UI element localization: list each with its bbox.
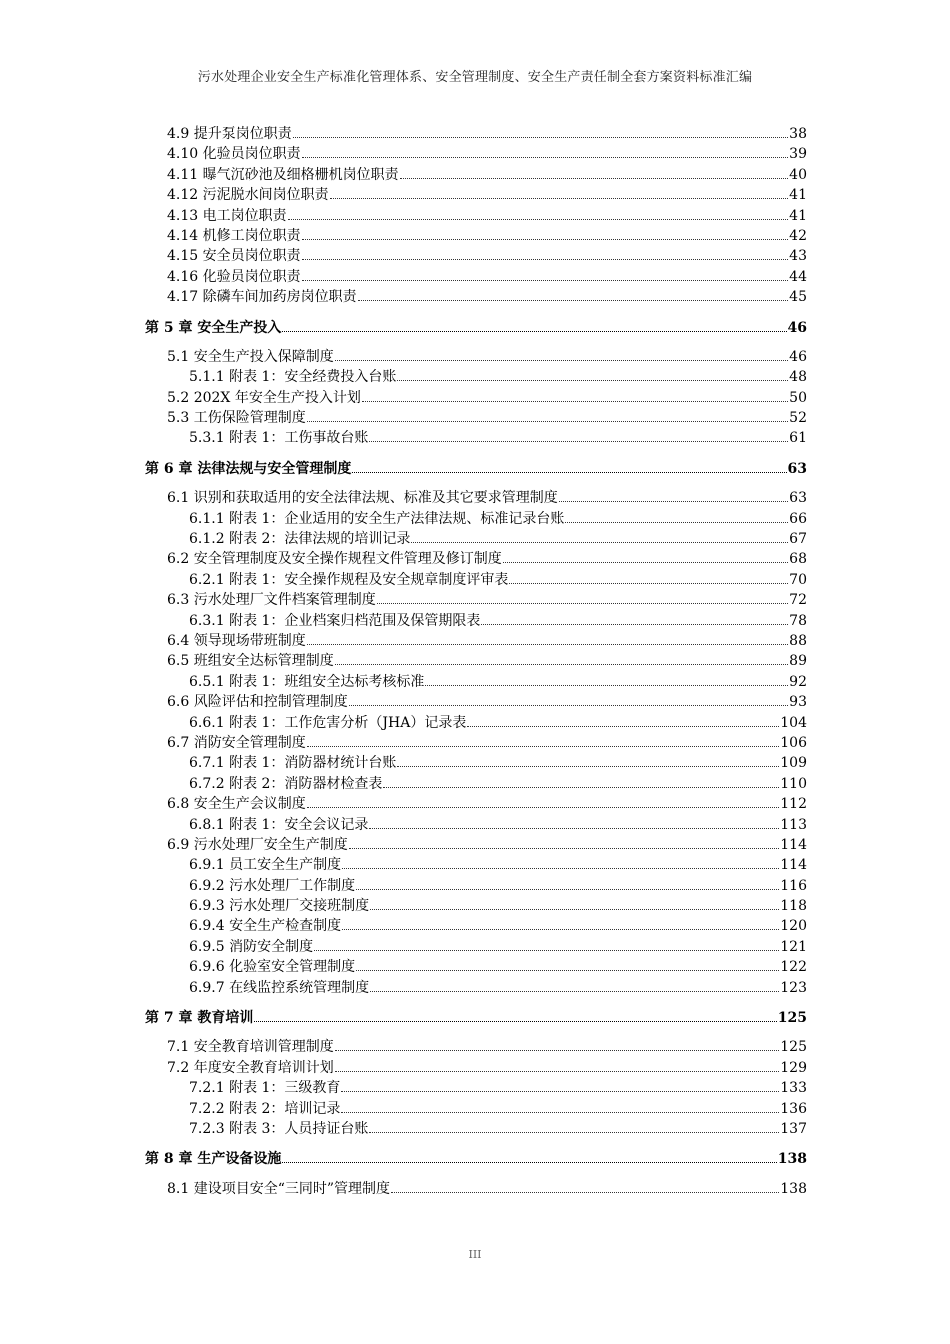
toc-leader-dots <box>302 226 789 240</box>
toc-entry[interactable] <box>145 896 807 916</box>
toc-leader-dots <box>335 1058 780 1072</box>
toc-chapter-entry[interactable] <box>145 318 807 338</box>
toc-entry-title: 8.1 建设项目安全“三同时”管理制度 <box>167 1180 391 1197</box>
toc-entry-page: 52 <box>789 410 807 427</box>
toc-leader-dots <box>362 388 788 402</box>
toc-leader-dots <box>293 124 788 138</box>
toc-entry[interactable] <box>145 347 807 367</box>
toc-entry[interactable] <box>145 206 807 226</box>
toc-leader-dots <box>358 287 789 301</box>
toc-entry-title: 5.3 工伤保险管理制度 <box>167 410 306 427</box>
toc-entry-title: 6.1.1 附表 1：企业适用的安全生产法律法规、标准记录台账 <box>189 510 565 527</box>
toc-leader-dots <box>377 590 788 604</box>
toc-entry[interactable] <box>145 488 807 508</box>
toc-entry[interactable] <box>145 549 807 569</box>
toc-entry[interactable] <box>145 672 807 692</box>
toc-entry-page: 136 <box>780 1100 807 1117</box>
toc-entry[interactable] <box>145 1119 807 1139</box>
toc-leader-dots <box>349 692 788 706</box>
toc-entry-title: 7.2.3 附表 3：人员持证台账 <box>189 1120 369 1137</box>
toc-entry-title: 第 6 章 法律法规与安全管理制度 <box>145 460 352 477</box>
toc-entry-title: 4.10 化验员岗位职责 <box>167 146 301 163</box>
toc-entry-title: 6.9.5 消防安全制度 <box>189 938 314 955</box>
page-number: III <box>468 1248 482 1261</box>
toc-entry[interactable] <box>145 509 807 529</box>
toc-leader-dots <box>481 611 788 625</box>
toc-leader-dots <box>352 459 786 473</box>
toc-entry-page: 92 <box>789 673 807 690</box>
toc-leader-dots <box>467 713 779 727</box>
toc-leader-dots <box>288 206 789 220</box>
toc-leader-dots <box>356 957 779 971</box>
toc-entry-title: 6.5 班组安全达标管理制度 <box>167 653 334 670</box>
toc-entry-title: 7.2.2 附表 2：培训记录 <box>189 1100 341 1117</box>
toc-entry[interactable] <box>145 713 807 733</box>
toc-entry-page: 43 <box>789 248 807 265</box>
toc-leader-dots <box>341 1099 779 1113</box>
toc-entry[interactable] <box>145 774 807 794</box>
toc-entry[interactable] <box>145 631 807 651</box>
toc-leader-dots <box>400 165 789 179</box>
toc-entry-page: 137 <box>780 1120 807 1137</box>
toc-entry[interactable] <box>145 124 807 144</box>
toc-entry-page: 112 <box>780 796 807 813</box>
toc-entry[interactable] <box>145 794 807 814</box>
toc-entry[interactable] <box>145 876 807 896</box>
page-header: 污水处理企业安全生产标准化管理体系、安全管理制度、安全生产责任制全套方案资料标准汇编 <box>197 70 753 85</box>
toc-entry[interactable] <box>145 408 807 428</box>
toc-entry-page: 66 <box>789 510 807 527</box>
toc-entry-page: 109 <box>780 755 807 772</box>
toc-entry-title: 5.1.1 附表 1：安全经费投入台账 <box>189 369 397 386</box>
toc-entry[interactable] <box>145 226 807 246</box>
toc-leader-dots <box>302 246 789 260</box>
toc-entry-page: 89 <box>789 653 807 670</box>
toc-entry[interactable] <box>145 529 807 549</box>
toc-entry-page: 123 <box>780 979 807 996</box>
toc-entry-title: 第 7 章 教育培训 <box>145 1010 254 1027</box>
toc-leader-dots <box>411 529 788 543</box>
toc-leader-dots <box>369 1119 779 1133</box>
toc-entry-page: 38 <box>789 126 807 142</box>
toc-leader-dots <box>383 774 779 788</box>
toc-entry-page: 114 <box>780 836 807 853</box>
toc-leader-dots <box>565 509 788 523</box>
toc-chapter-entry[interactable] <box>145 459 807 479</box>
toc-entry[interactable] <box>145 1058 807 1078</box>
toc-entry-title: 4.14 机修工岗位职责 <box>167 227 301 244</box>
toc-entry-title: 5.3.1 附表 1：工伤事故台账 <box>189 430 369 447</box>
toc-entry-title: 5.1 安全生产投入保障制度 <box>167 348 334 365</box>
toc-leader-dots <box>503 549 788 563</box>
toc-entry[interactable] <box>145 916 807 936</box>
toc-entry-page: 45 <box>789 289 807 306</box>
toc-entry-title: 4.16 化验员岗位职责 <box>167 268 301 285</box>
toc-entry-page: 63 <box>789 490 807 507</box>
toc-entry-title: 6.5.1 附表 1：班组安全达标考核标准 <box>189 673 425 690</box>
toc-entry-page: 138 <box>777 1151 807 1168</box>
toc-entry-title: 4.15 安全员岗位职责 <box>167 248 301 265</box>
toc-entry[interactable] <box>145 835 807 855</box>
toc-entry[interactable] <box>145 651 807 671</box>
toc-leader-dots <box>342 916 779 930</box>
toc-entry-title: 6.6 风险评估和控制管理制度 <box>167 694 348 711</box>
toc-entry-title: 6.9.2 污水处理厂工作制度 <box>189 877 356 894</box>
toc-entry-title: 6.9.3 污水处理厂交接班制度 <box>189 898 370 915</box>
toc-entry-page: 125 <box>780 1039 807 1056</box>
toc-entry-title: 6.1.2 附表 2：法律法规的培训记录 <box>189 531 411 548</box>
toc-leader-dots <box>509 570 788 584</box>
toc-chapter-entry[interactable] <box>145 1008 807 1028</box>
toc-entry-page: 68 <box>789 551 807 568</box>
toc-entry-page: 121 <box>780 938 807 955</box>
toc-entry-page: 39 <box>789 146 807 163</box>
toc-entry-page: 104 <box>780 714 807 731</box>
toc-entry-page: 129 <box>780 1059 807 1076</box>
toc-entry-title: 5.2 202X 年安全生产投入计划 <box>167 389 361 406</box>
toc-entry[interactable] <box>145 428 807 448</box>
toc-leader-dots <box>314 937 779 951</box>
toc-entry-title: 6.6.1 附表 1：工作危害分析（JHA）记录表 <box>189 714 467 731</box>
toc-entry-page: 113 <box>780 816 807 833</box>
toc-leader-dots <box>559 488 788 502</box>
toc-entry-page: 125 <box>777 1010 807 1027</box>
toc-entry[interactable] <box>145 267 807 287</box>
toc-leader-dots <box>282 318 786 332</box>
toc-entry[interactable] <box>145 165 807 185</box>
toc-entry-title: 6.9.4 安全生产检查制度 <box>189 918 342 935</box>
toc-entry[interactable] <box>145 287 807 307</box>
toc-leader-dots <box>302 267 789 281</box>
toc-entry-page: 116 <box>780 877 807 894</box>
toc-entry-title: 4.12 污泥脱水间岗位职责 <box>167 187 329 204</box>
toc-leader-dots <box>282 1149 776 1163</box>
toc-entry-page: 133 <box>780 1080 807 1097</box>
toc-entry-title: 7.1 安全教育培训管理制度 <box>167 1039 334 1056</box>
toc-entry-title: 6.3.1 附表 1：企业档案归档范围及保管期限表 <box>189 612 481 629</box>
toc-leader-dots <box>307 408 788 422</box>
toc-entry-page: 42 <box>789 227 807 244</box>
toc-entry[interactable] <box>145 815 807 835</box>
toc-leader-dots <box>307 631 788 645</box>
toc-entry-page: 78 <box>789 612 807 629</box>
toc-entry-title: 4.13 电工岗位职责 <box>167 207 287 224</box>
toc-entry[interactable] <box>145 1078 807 1098</box>
toc-leader-dots <box>302 144 789 158</box>
toc-entry-title: 6.4 领导现场带班制度 <box>167 632 306 649</box>
toc-leader-dots <box>335 651 788 665</box>
toc-entry-title: 6.9.6 化验室安全管理制度 <box>189 959 356 976</box>
toc-entry-title: 6.1 识别和获取适用的安全法律法规、标准及其它要求管理制度 <box>167 490 558 507</box>
toc-entry[interactable] <box>145 246 807 266</box>
toc-entry-page: 122 <box>780 959 807 976</box>
toc-leader-dots <box>307 794 780 808</box>
toc-leader-dots <box>370 896 779 910</box>
toc-leader-dots <box>342 855 779 869</box>
toc-leader-dots <box>369 815 779 829</box>
toc-entry[interactable] <box>145 367 807 387</box>
toc-entry-page: 110 <box>780 775 807 792</box>
toc-entry-page: 41 <box>789 207 807 224</box>
toc-entry-page: 44 <box>789 268 807 285</box>
toc-leader-dots <box>356 876 779 890</box>
toc-entry-title: 6.8 安全生产会议制度 <box>167 796 306 813</box>
toc-leader-dots <box>369 428 788 442</box>
toc-entry[interactable] <box>145 144 807 164</box>
toc-leader-dots <box>391 1179 779 1193</box>
toc-entry[interactable] <box>145 388 807 408</box>
toc-entry[interactable] <box>145 957 807 977</box>
toc-entry-title: 4.11 曝气沉砂池及细格栅机岗位职责 <box>167 166 399 183</box>
toc-entry-page: 46 <box>787 319 807 336</box>
toc-entry-page: 67 <box>789 531 807 548</box>
toc-entry-page: 46 <box>789 348 807 365</box>
toc-entry-title: 6.2 安全管理制度及安全操作规程文件管理及修订制度 <box>167 551 502 568</box>
toc-entry[interactable] <box>145 937 807 957</box>
toc-entry-page: 50 <box>789 389 807 406</box>
toc-entry-page: 118 <box>780 898 807 915</box>
toc-entry-title: 第 5 章 安全生产投入 <box>145 319 282 336</box>
toc-entry-title: 7.2.1 附表 1：三级教育 <box>189 1080 341 1097</box>
toc-entry-title: 7.2 年度安全教育培训计划 <box>167 1059 334 1076</box>
toc-entry-page: 72 <box>789 592 807 609</box>
toc-leader-dots <box>341 1078 779 1092</box>
toc-entry-page: 70 <box>789 571 807 588</box>
toc-entry-title: 6.7.2 附表 2：消防器材检查表 <box>189 775 383 792</box>
toc-entry-title: 6.9.7 在线监控系统管理制度 <box>189 979 370 996</box>
toc-leader-dots <box>349 835 780 849</box>
toc-leader-dots <box>397 367 788 381</box>
toc-entry-title: 6.7 消防安全管理制度 <box>167 734 306 751</box>
toc-entry-page: 41 <box>789 187 807 204</box>
toc-entry-title: 6.9 污水处理厂安全生产制度 <box>167 836 348 853</box>
toc-entry-page: 120 <box>780 918 807 935</box>
toc-entry-title: 6.9.1 员工安全生产制度 <box>189 857 342 874</box>
toc-leader-dots <box>307 733 780 747</box>
toc-leader-dots <box>330 185 789 199</box>
toc-entry[interactable] <box>145 1179 807 1199</box>
toc-entry[interactable] <box>145 1037 807 1057</box>
toc-entry-title: 6.8.1 附表 1：安全会议记录 <box>189 816 369 833</box>
toc-entry[interactable] <box>145 692 807 712</box>
toc-entry[interactable] <box>145 570 807 590</box>
toc-entry[interactable] <box>145 753 807 773</box>
toc-entry-title: 第 8 章 生产设备设施 <box>145 1151 282 1168</box>
toc-entry-page: 138 <box>780 1180 807 1197</box>
toc-entry[interactable] <box>145 185 807 205</box>
toc-entry[interactable] <box>145 733 807 753</box>
toc-entry-title: 6.3 污水处理厂文件档案管理制度 <box>167 592 376 609</box>
toc-entry[interactable] <box>145 1099 807 1119</box>
toc-entry-page: 114 <box>780 857 807 874</box>
toc-entry-title: 6.7.1 附表 1：消防器材统计台账 <box>189 755 397 772</box>
toc-entry-title: 4.17 除磷车间加药房岗位职责 <box>167 289 357 306</box>
toc-entry[interactable] <box>145 855 807 875</box>
toc-leader-dots <box>397 753 779 767</box>
toc-entry[interactable] <box>145 978 807 998</box>
toc-entry-page: 61 <box>789 430 807 447</box>
toc-entry-title: 6.2.1 附表 1：安全操作规程及安全规章制度评审表 <box>189 571 509 588</box>
toc-entry-page: 40 <box>789 166 807 183</box>
toc-leader-dots <box>425 672 788 686</box>
toc-chapter-entry[interactable] <box>145 1149 807 1169</box>
toc-leader-dots <box>335 1037 780 1051</box>
toc-entry-page: 93 <box>789 694 807 711</box>
toc-leader-dots <box>335 347 788 361</box>
toc-entry-page: 88 <box>789 632 807 649</box>
toc-entry-page: 63 <box>787 460 807 477</box>
toc-entry[interactable] <box>145 611 807 631</box>
toc-entry-page: 48 <box>789 369 807 386</box>
toc-entry-title: 4.9 提升泵岗位职责 <box>167 126 292 142</box>
toc-entry-page: 106 <box>780 734 807 751</box>
toc-leader-dots <box>254 1008 776 1022</box>
table-of-contents <box>145 124 807 1199</box>
toc-leader-dots <box>370 978 779 992</box>
toc-entry[interactable] <box>145 590 807 610</box>
